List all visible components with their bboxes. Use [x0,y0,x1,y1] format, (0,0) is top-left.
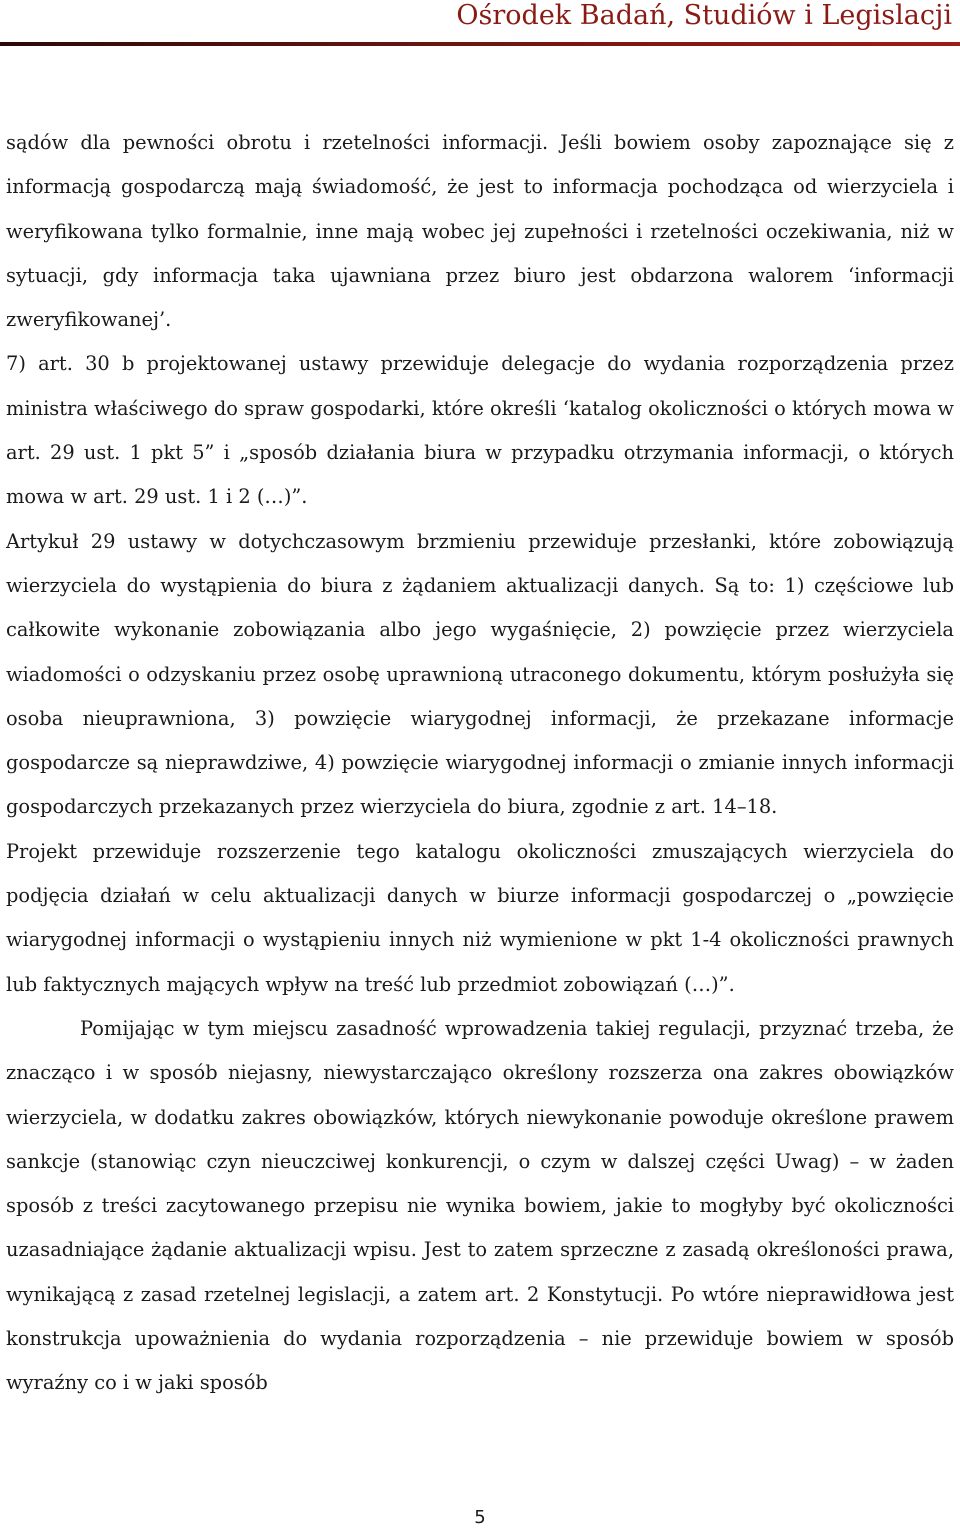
paragraph: 7) art. 30 b projektowanej ustawy przewiduje delegacje do wydania rozporządzenia przez ministra właściwego do spraw gospodarki, które określi ‘katalog okoliczności o których mowa w art. 29 ust. 1 pkt 5” i „sposób działania biura w przypadku otrzymania informacji, o których mowa w art. 29 ust. 1 i 2 (…)”. [6,352,954,509]
header-divider [0,42,960,46]
paragraph: Projekt przewiduje rozszerzenie tego katalogu okoliczności zmuszających wierzyciela do podjęcia działań w celu aktualizacji danych w biurze informacji gospodarczej o „powzięcie wiarygodnej informacji o wystąpieniu innych niż wymienione w pkt 1-4 okoliczności prawnych lub faktycznych mających wpływ na treść lub przedmiot zobowiązań (…)”. [6,839,954,996]
paragraph: sądów dla pewności obrotu i rzetelności informacji. Jeśli bowiem osoby zapoznające się z informacją gospodarczą mają świadomość, że jest to informacja pochodząca od wierzyciela i weryfikowana tylko formalnie, inne mają wobec jej zupełności i rzetelności oczekiwania, niż w sytuacji, gdy informacja taka ujawniana przez biuro jest obdarzona walorem ‘informacji zweryfikowanej’. [6,131,954,332]
paragraph: Pomijając w tym miejscu zasadność wprowadzenia takiej regulacji, przyznać trzeba, że znacząco i w sposób niejasny, niewystarczająco określony rozszerza ona zakres obowiązków wierzyciela, w dodatku zakres obowiązków, których niewykonanie powoduje określone prawem sankcje (stanowiąc czyn nieuczciwej konkurencji, o czym w dalszej części Uwag) – w żaden sposób z treści zacytowanego przepisu nie wynika bowiem, jakie to mogłyby być okoliczności uzasadniające żądanie aktualizacji wpisu. Jest to zatem sprzeczne z zasadą określoności prawa, wynikającą z zasad rzetelnej legislacji, a zatem art. 2 Konstytucji. Po wtóre nieprawidłowa jest konstrukcja upoważnienia do wydania rozporządzenia – nie przewiduje bowiem w sposób wyraźny co i w jaki sposób [6,1016,954,1395]
header-title: Ośrodek Badań, Studiów i Legislacji [456,0,952,31]
page-number: 5 [474,1507,486,1528]
paragraph: Artykuł 29 ustawy w dotychczasowym brzmieniu przewiduje przesłanki, które zobowiązują wierzyciela do wystąpienia do biura z żądaniem aktualizacji danych. Są to: 1) częściowe lub całkowite wykonanie zobowiązania albo jego wygaśnięcie, 2) powzięcie przez wierzyciela wiadomości o odzyskaniu przez osobę uprawnioną utraconego dokumentu, którym posłużyła się osoba nieuprawniona, 3) powzięcie wiarygodnej informacji, że przekazane informacje gospodarcze są nieprawdziwe, 4) powzięcie wiarygodnej informacji o zmianie innych informacji gospodarczych przekazanych przez wierzyciela do biura, zgodnie z art. 14–18. [6,529,954,819]
document-body [6,121,954,1406]
